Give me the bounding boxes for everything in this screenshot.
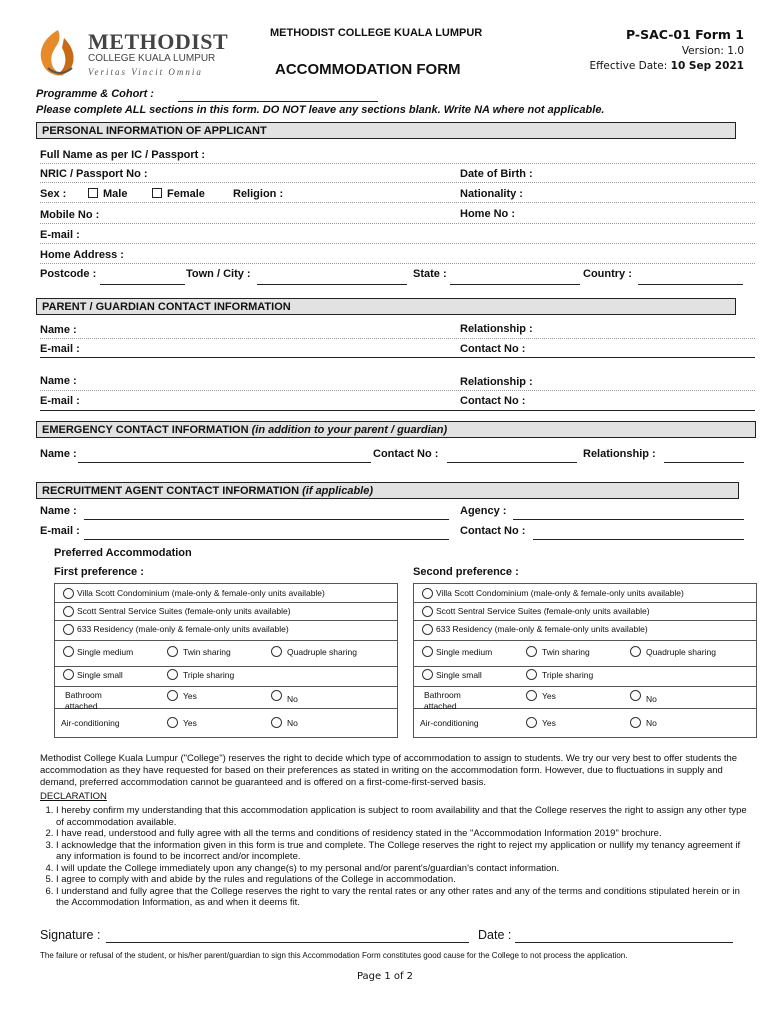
female-label: Female — [167, 188, 205, 200]
accommodation-option-radio[interactable] — [63, 624, 74, 635]
signature-field[interactable] — [106, 942, 469, 943]
bathroom-no-label: No — [646, 694, 657, 704]
triple-sharing-radio[interactable] — [167, 669, 178, 680]
date-field[interactable] — [515, 942, 733, 943]
aircon-no-radio[interactable] — [630, 717, 641, 728]
bathroom-yes-label: Yes — [542, 691, 556, 701]
bathroom-no-label: No — [287, 694, 298, 704]
home-address-label: Home Address : — [40, 249, 124, 261]
female-checkbox[interactable] — [152, 188, 162, 198]
page-number: Page 1 of 2 — [356, 971, 414, 982]
form-instruction: Please complete ALL sections in this form. DO NOT leave any sections blank. Write NA where not applicable. — [36, 104, 605, 116]
effective-date-label: Effective Date: — [589, 60, 668, 72]
bathroom-no-radio[interactable] — [271, 690, 282, 701]
aircon-yes-radio[interactable] — [167, 717, 178, 728]
guardian-section-heading: PARENT / GUARDIAN CONTACT INFORMATION — [36, 298, 736, 315]
quadruple-sharing-label: Quadruple sharing — [646, 647, 716, 657]
college-logo — [34, 26, 234, 82]
guardian2-relationship-label: Relationship : — [460, 376, 533, 388]
triple-sharing-label: Triple sharing — [183, 670, 235, 680]
postcode-label: Postcode : — [40, 268, 97, 280]
form-reference — [590, 27, 744, 72]
agency-label: Agency : — [460, 505, 507, 517]
triple-sharing-label: Triple sharing — [542, 670, 594, 680]
agent-name-field[interactable] — [84, 519, 449, 520]
aircon-label: Air-conditioning — [420, 718, 479, 728]
male-option[interactable] — [88, 188, 127, 200]
declaration-item: 6. I understand and fully agree that the College reserves the right to vary the rental rates or any other rates and any of the terms and conditions stipulated herein or in the Accommodation Information, as and when it deems fit. — [56, 886, 748, 909]
panel-row-divider — [414, 666, 756, 667]
full-name-field[interactable] — [40, 163, 755, 164]
country-field[interactable] — [638, 284, 743, 285]
guardian1-contact-label: Contact No : — [460, 343, 526, 355]
agent-section-heading — [36, 482, 739, 499]
panel-row-divider — [55, 640, 397, 641]
first-preference-panel — [54, 583, 398, 738]
guardian1-name-label: Name : — [40, 324, 77, 336]
panel-row-divider — [414, 602, 756, 603]
town-label: Town / City : — [186, 268, 251, 280]
agent-contact-label: Contact No : — [460, 525, 526, 537]
panel-row-divider — [55, 686, 397, 687]
agency-field[interactable] — [513, 519, 744, 520]
state-field[interactable] — [450, 284, 580, 285]
quadruple-sharing-radio[interactable] — [630, 646, 641, 657]
guardian1-email-field[interactable] — [40, 357, 755, 358]
bathroom-label: Bathroom attached — [65, 690, 102, 711]
agent-contact-field[interactable] — [533, 539, 744, 540]
country-label: Country : — [583, 268, 632, 280]
twin-sharing-radio[interactable] — [526, 646, 537, 657]
male-label: Male — [103, 188, 128, 200]
date-label: Date : — [478, 928, 512, 942]
single-medium-label: Single medium — [77, 647, 134, 657]
aircon-no-label: No — [287, 718, 298, 728]
college-name: METHODIST COLLEGE KUALA LUMPUR — [270, 27, 483, 39]
logo-title: METHODIST — [88, 29, 229, 54]
logo-motto: Veritas Vincit Omnia — [88, 67, 203, 77]
panel-row-divider — [55, 666, 397, 667]
single-small-label: Single small — [436, 670, 482, 680]
accommodation-option-label: Villa Scott Condominium (male-only & female-only units available) — [436, 588, 684, 598]
triple-sharing-radio[interactable] — [526, 669, 537, 680]
aircon-no-label: No — [646, 718, 657, 728]
allocation-notice: Methodist College Kuala Lumpur ("College") reserves the right to decide which type of accommodation to assign to students. We try our very best to offer students the accommodation as they have requested for based on their preferences as stated in writing on the accommodation form. However, due to fluctuations in supply and demand, preferred accommodation cannot be guaranteed and is offered on a first-come-first-served basis. — [40, 753, 738, 788]
effective-date — [590, 60, 744, 72]
accommodation-option-label: 633 Residency (male-only & female-only units available) — [77, 624, 289, 634]
logo-subtitle: COLLEGE KUALA LUMPUR — [88, 53, 216, 64]
signature-footnote: The failure or refusal of the student, or his/her parent/guardian to sign this Accommodation Form constitutes good cause for the College to not process the application. — [40, 951, 628, 960]
twin-sharing-label: Twin sharing — [542, 647, 590, 657]
accommodation-option-label: Scott Sentral Service Suites (female-only units available) — [77, 606, 291, 616]
mobile-label: Mobile No : — [40, 209, 100, 221]
aircon-yes-label: Yes — [542, 718, 556, 728]
nric-dob-field[interactable] — [40, 182, 755, 183]
twin-sharing-label: Twin sharing — [183, 647, 231, 657]
bathroom-no-radio[interactable] — [630, 690, 641, 701]
declaration-item: 3. I acknowledge that the information given in this form is true and complete. The College reserves the right to reject my application or nullify my tenancy agreement if any information is found to be incorrect and/or incomplete. — [56, 840, 748, 863]
single-small-radio[interactable] — [63, 669, 74, 680]
signature-label: Signature : — [40, 928, 101, 942]
guardian2-name-field[interactable] — [40, 390, 755, 391]
nationality-label: Nationality : — [460, 188, 523, 200]
panel-row-divider — [414, 686, 756, 687]
second-preference-label: Second preference : — [413, 566, 519, 578]
emergency-contact-label: Contact No : — [373, 448, 439, 460]
preferred-accommodation-title: Preferred Accommodation — [54, 547, 192, 559]
guardian2-contact-label: Contact No : — [460, 395, 526, 407]
dob-label: Date of Birth : — [460, 168, 533, 180]
effective-date-value: 10 Sep 2021 — [670, 60, 744, 72]
agent-name-label: Name : — [40, 505, 77, 517]
guardian1-email-label: E-mail : — [40, 343, 80, 355]
guardian1-name-field[interactable] — [40, 338, 755, 339]
emergency-heading-note: (in addition to your parent / guardian) — [251, 424, 448, 436]
accommodation-option-radio[interactable] — [422, 624, 433, 635]
guardian2-email-field[interactable] — [40, 410, 755, 411]
sex-label: Sex : — [40, 188, 67, 200]
twin-sharing-radio[interactable] — [167, 646, 178, 657]
nric-label: NRIC / Passport No : — [40, 168, 148, 180]
bathroom-yes-label: Yes — [183, 691, 197, 701]
male-checkbox[interactable] — [88, 188, 98, 198]
agent-heading-note: (if applicable) — [302, 485, 374, 497]
form-title: ACCOMMODATION FORM — [275, 61, 461, 78]
second-preference-panel — [413, 583, 757, 738]
panel-row-divider — [55, 602, 397, 603]
aircon-yes-radio[interactable] — [526, 717, 537, 728]
female-option[interactable] — [152, 188, 205, 200]
accommodation-option-radio[interactable] — [422, 588, 433, 599]
town-field[interactable] — [257, 284, 407, 285]
bathroom-yes-radio[interactable] — [167, 690, 178, 701]
aircon-no-radio[interactable] — [271, 717, 282, 728]
single-small-radio[interactable] — [422, 669, 433, 680]
programme-field[interactable] — [178, 101, 378, 102]
accommodation-option-label: Villa Scott Condominium (male-only & female-only units available) — [77, 588, 325, 598]
accommodation-option-radio[interactable] — [63, 606, 74, 617]
full-name-label: Full Name as per IC / Passport : — [40, 149, 206, 161]
guardian2-email-label: E-mail : — [40, 395, 80, 407]
declaration-item: 1. I hereby confirm my understanding that this accommodation application is subject to room availability and that the College reserves the right to assign any other type of accommodation available. — [56, 805, 748, 828]
accommodation-option-label: Scott Sentral Service Suites (female-only units available) — [436, 606, 650, 616]
guardian1-relationship-label: Relationship : — [460, 323, 533, 335]
emergency-contact-field[interactable] — [447, 462, 577, 463]
postcode-field[interactable] — [100, 284, 185, 285]
panel-row-divider — [414, 620, 756, 621]
quadruple-sharing-label: Quadruple sharing — [287, 647, 357, 657]
guardian2-name-label: Name : — [40, 375, 77, 387]
state-label: State : — [413, 268, 447, 280]
form-version: Version: 1.0 — [681, 45, 744, 57]
religion-label: Religion : — [233, 188, 284, 200]
emergency-section-heading — [36, 421, 756, 438]
mobile-field[interactable] — [40, 223, 755, 224]
programme-label: Programme & Cohort : — [36, 88, 154, 100]
form-code: P-SAC-01 Form 1 — [625, 27, 744, 42]
personal-section-heading: PERSONAL INFORMATION OF APPLICANT — [36, 122, 736, 139]
declaration-list — [40, 805, 748, 909]
panel-row-divider — [55, 620, 397, 621]
accommodation-option-label: 633 Residency (male-only & female-only units available) — [436, 624, 648, 634]
email-field[interactable] — [40, 243, 755, 244]
bathroom-label: Bathroom attached — [424, 690, 461, 711]
accommodation-option-radio[interactable] — [63, 588, 74, 599]
first-preference-label: First preference : — [54, 566, 144, 578]
single-medium-label: Single medium — [436, 647, 493, 657]
emergency-name-label: Name : — [40, 448, 77, 460]
agent-email-label: E-mail : — [40, 525, 80, 537]
agent-heading-text: RECRUITMENT AGENT CONTACT INFORMATION — [42, 485, 300, 497]
home-no-label: Home No : — [460, 208, 515, 220]
quadruple-sharing-radio[interactable] — [271, 646, 282, 657]
sex-religion-field[interactable] — [40, 202, 755, 203]
flame-logo-icon — [34, 28, 82, 78]
home-address-field[interactable] — [40, 263, 755, 264]
emergency-relationship-field[interactable] — [664, 462, 744, 463]
aircon-yes-label: Yes — [183, 718, 197, 728]
emergency-relationship-label: Relationship : — [583, 448, 656, 460]
declaration-item: 2. I have read, understood and fully agree with all the terms and conditions of residency stated in the "Accommodation Information 2019" brochure. — [56, 828, 748, 840]
agent-email-field[interactable] — [84, 539, 449, 540]
declaration-item: 5. I agree to comply with and abide by the rules and regulations of the College in accommodation. — [56, 874, 748, 886]
panel-row-divider — [414, 640, 756, 641]
email-label: E-mail : — [40, 229, 80, 241]
aircon-label: Air-conditioning — [61, 718, 120, 728]
single-medium-radio[interactable] — [422, 646, 433, 657]
declaration-title: DECLARATION — [40, 791, 107, 802]
emergency-heading-text: EMERGENCY CONTACT INFORMATION — [42, 424, 249, 436]
declaration-item: 4. I will update the College immediately upon any change(s) to my personal and/or parent's/guardian's contact information. — [56, 863, 748, 875]
emergency-name-field[interactable] — [78, 462, 371, 463]
accommodation-option-radio[interactable] — [422, 606, 433, 617]
single-medium-radio[interactable] — [63, 646, 74, 657]
single-small-label: Single small — [77, 670, 123, 680]
bathroom-yes-radio[interactable] — [526, 690, 537, 701]
